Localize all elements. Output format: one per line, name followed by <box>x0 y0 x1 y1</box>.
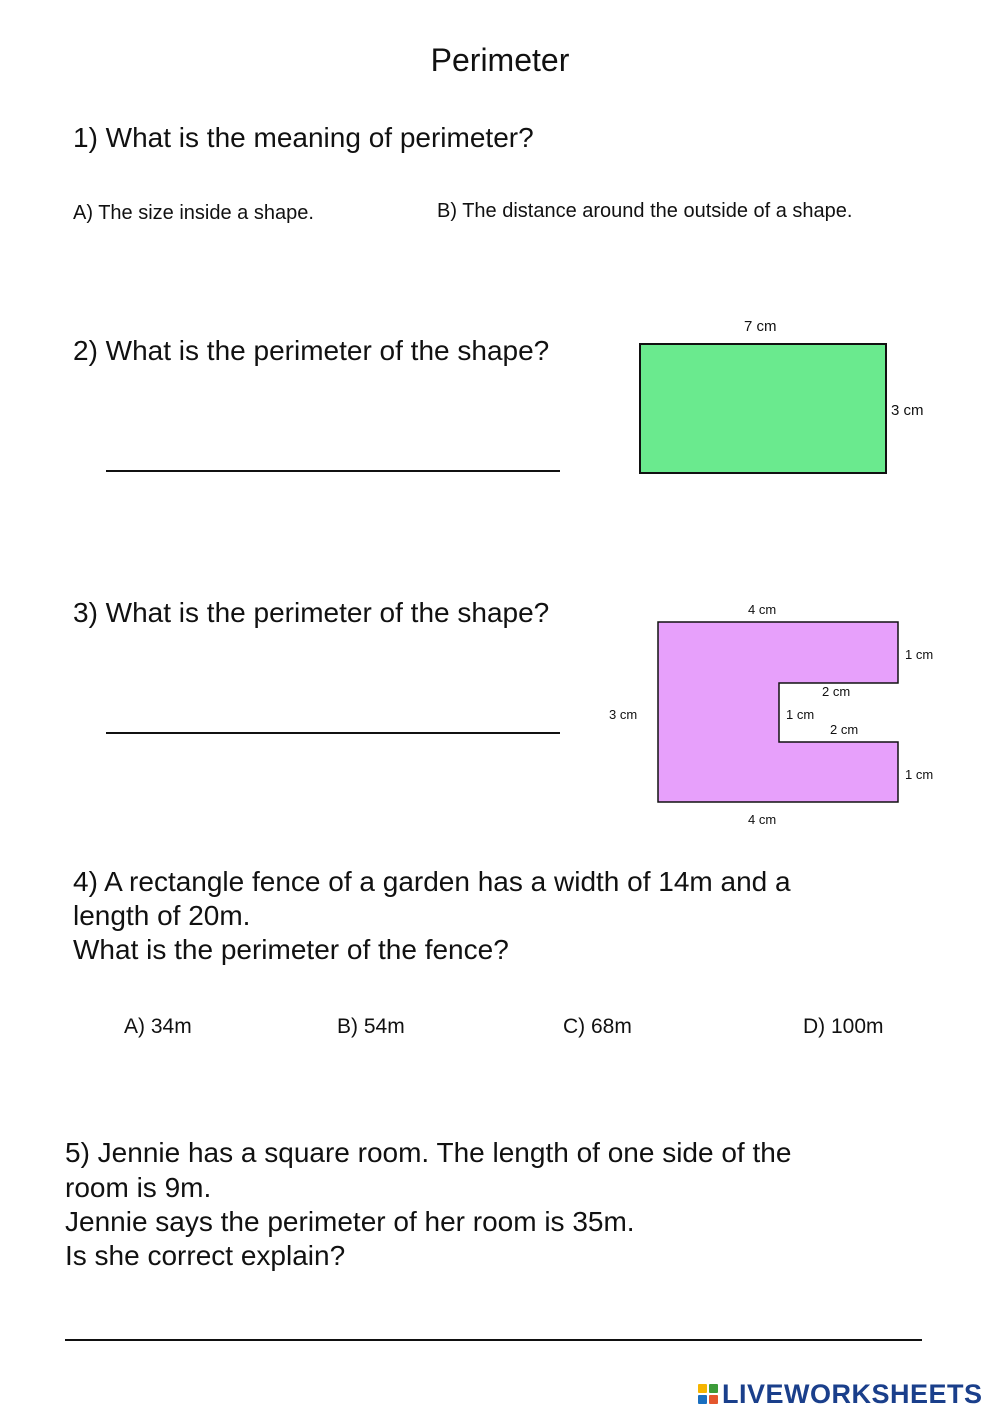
question-5-line-2: room is 9m. <box>65 1172 212 1203</box>
q3-right-top-label: 1 cm <box>905 647 934 662</box>
q2-side-label: 3 cm <box>891 402 924 419</box>
logo-square-3 <box>698 1395 707 1404</box>
question-2-text: 2) What is the perimeter of the shape? <box>73 335 550 366</box>
page-title: Perimeter <box>430 42 570 78</box>
q3-notch-side-label: 1 cm <box>786 707 815 722</box>
question-1-text: 1) What is the meaning of perimeter? <box>73 122 534 153</box>
q2-top-label: 7 cm <box>744 318 777 335</box>
question-5-line-1: 5) Jennie has a square room. The length of one side of the <box>65 1137 792 1168</box>
q3-left-label: 3 cm <box>609 707 638 722</box>
question-4-line-2: length of 20m. <box>73 900 251 931</box>
logo-square-4 <box>709 1395 718 1404</box>
logo-square-2 <box>709 1384 718 1393</box>
question-1-option-b[interactable]: B) The distance around the outside of a shape. <box>437 200 853 222</box>
liveworksheets-logo-icon <box>698 1384 718 1404</box>
question-4-option-a[interactable]: A) 34m <box>124 1015 192 1038</box>
q3-notch-bottom-label: 2 cm <box>830 722 859 737</box>
question-4-option-d[interactable]: D) 100m <box>803 1015 884 1038</box>
question-4-option-b[interactable]: B) 54m <box>337 1015 405 1038</box>
question-4-option-c[interactable]: C) 68m <box>563 1015 632 1038</box>
question-4-line-1: 4) A rectangle fence of a garden has a width of 14m and a <box>73 866 791 897</box>
c-shape <box>658 622 898 802</box>
question-1-option-a[interactable]: A) The size inside a shape. <box>73 202 314 224</box>
liveworksheets-logo <box>698 1378 983 1410</box>
logo-square-1 <box>698 1384 707 1393</box>
q3-bottom-label: 4 cm <box>748 812 777 827</box>
q3-notch-top-label: 2 cm <box>822 684 851 699</box>
q3-top-label: 4 cm <box>748 602 777 617</box>
question-4-line-3: What is the perimeter of the fence? <box>73 934 509 965</box>
q3-right-bottom-label: 1 cm <box>905 767 934 782</box>
question-5-line-4: Is she correct explain? <box>65 1240 346 1271</box>
question-5-line-3: Jennie says the perimeter of her room is 35m. <box>65 1206 635 1237</box>
liveworksheets-logo-text: LIVEWORKSHEETS <box>722 1378 983 1409</box>
question-5-answer-line[interactable] <box>65 1339 922 1341</box>
question-3-text: 3) What is the perimeter of the shape? <box>73 597 550 628</box>
